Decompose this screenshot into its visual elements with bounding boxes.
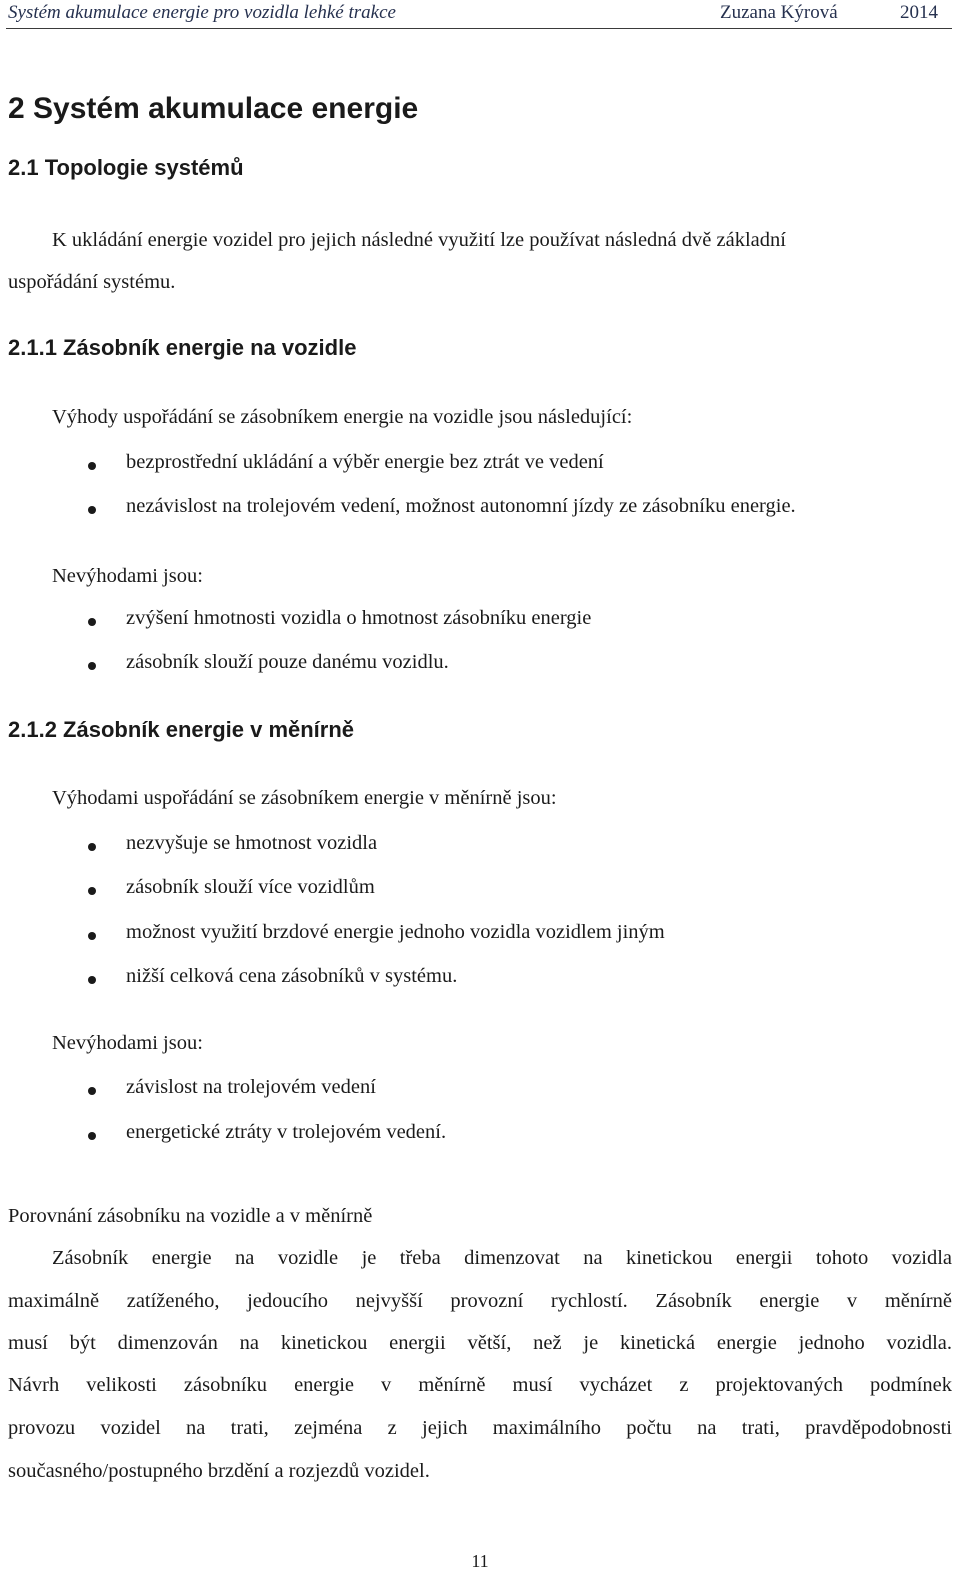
paragraph-line: Návrh velikosti zásobníku energie v měnírně musí vycházet z projektovaných podmínek xyxy=(8,1374,952,1396)
list-item: závislost na trolejovém vedení xyxy=(126,1076,376,1098)
header-rule xyxy=(6,28,952,29)
subsection-1-disadvantages-intro: Nevýhodami jsou: xyxy=(52,565,203,587)
header-author: Zuzana Kýrová xyxy=(720,2,838,23)
bullet-icon xyxy=(88,662,96,670)
chapter-heading: 2 Systém akumulace energie xyxy=(8,92,419,125)
bullet-icon xyxy=(88,1087,96,1095)
bullet-icon xyxy=(88,843,96,851)
header-title: Systém akumulace energie pro vozidla lehké trakce xyxy=(8,2,396,23)
comparison-heading: Porovnání zásobníku na vozidle a v měnírně xyxy=(8,1205,373,1227)
bullet-icon xyxy=(88,506,96,514)
subsection-1-heading: 2.1.1 Zásobník energie na vozidle xyxy=(8,335,357,360)
list-item: bezprostřední ukládání a výběr energie bez ztrát ve vedení xyxy=(126,451,604,473)
intro-line-1: K ukládání energie vozidel pro jejich následné využití lze používat následná dvě základní xyxy=(52,229,786,251)
bullet-icon xyxy=(88,932,96,940)
page-number: 11 xyxy=(471,1551,489,1571)
bullet-icon xyxy=(88,976,96,984)
list-item: zvýšení hmotnosti vozidla o hmotnost zásobníku energie xyxy=(126,607,592,629)
list-item: zásobník slouží pouze danému vozidlu. xyxy=(126,651,449,673)
paragraph-line: maximálně zatíženého, jedoucího nejvyšší provozní rychlostí. Zásobník energie v měnírně xyxy=(8,1290,952,1312)
subsection-2-disadvantages-intro: Nevýhodami jsou: xyxy=(52,1032,203,1054)
paragraph-line: provozu vozidel na trati, zejména z jejich maximálního počtu na trati, pravděpodobnosti xyxy=(8,1417,952,1439)
subsection-2-advantages-intro: Výhodami uspořádání se zásobníkem energie v měnírně jsou: xyxy=(52,787,557,809)
list-item: zásobník slouží více vozidlům xyxy=(126,876,375,898)
paragraph-line: Zásobník energie na vozidle je třeba dimenzovat na kinetickou energii tohoto vozidla xyxy=(52,1247,952,1269)
list-item: energetické ztráty v trolejovém vedení. xyxy=(126,1121,447,1143)
bullet-icon xyxy=(88,618,96,626)
bullet-icon xyxy=(88,887,96,895)
section-heading: 2.1 Topologie systémů xyxy=(8,155,244,180)
intro-line-2: uspořádání systému. xyxy=(8,271,176,293)
paragraph-line: současného/postupného brzdění a rozjezdů vozidel. xyxy=(8,1460,430,1482)
bullet-icon xyxy=(88,1132,96,1140)
subsection-2-heading: 2.1.2 Zásobník energie v měnírně xyxy=(8,717,355,742)
list-item: nižší celková cena zásobníků v systému. xyxy=(126,965,458,987)
list-item: nezávislost na trolejovém vedení, možnost autonomní jízdy ze zásobníku energie. xyxy=(126,495,796,517)
subsection-1-advantages-intro: Výhody uspořádání se zásobníkem energie na vozidle jsou následující: xyxy=(52,406,633,428)
header-year: 2014 xyxy=(900,2,938,23)
list-item: nezvyšuje se hmotnost vozidla xyxy=(126,832,378,854)
list-item: možnost využití brzdové energie jednoho vozidla vozidlem jiným xyxy=(126,921,665,943)
bullet-icon xyxy=(88,462,96,470)
paragraph-line: musí být dimenzován na kinetickou energii větší, než je kinetická energie jednoho vozidla. xyxy=(8,1332,952,1354)
